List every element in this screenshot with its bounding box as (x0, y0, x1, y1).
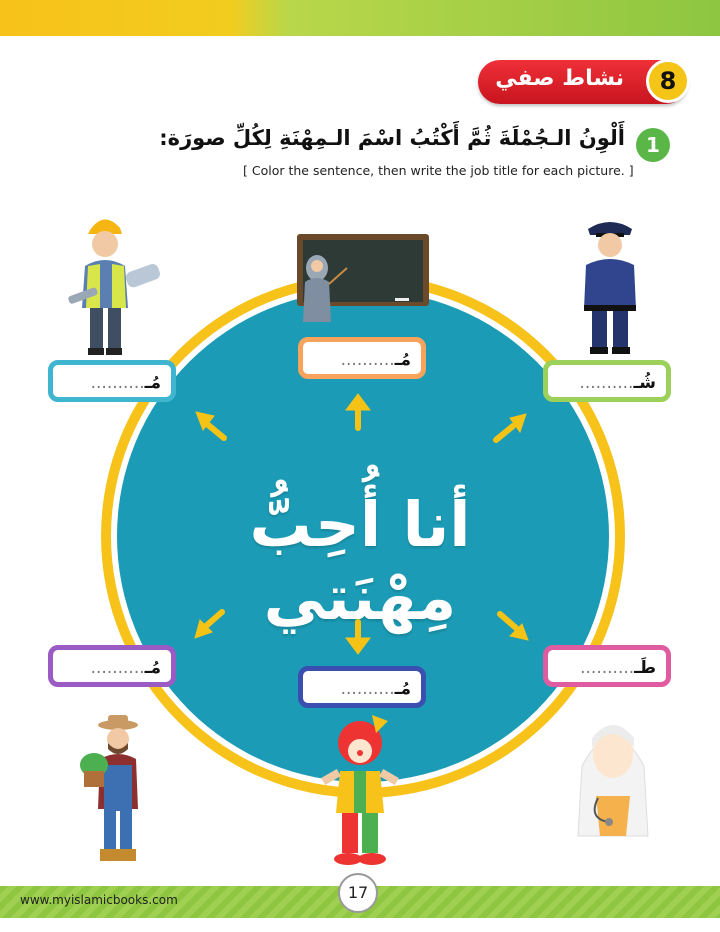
footer-url[interactable]: www.myislamicbooks.com (20, 893, 178, 907)
answer-box-doctor[interactable] (543, 645, 671, 687)
instruction-english: [ Color the sentence, then write the job title for each picture. ] (243, 163, 634, 178)
box-prefix: شُـ (633, 373, 656, 393)
arrow-down-left-icon (195, 612, 222, 638)
page-number: 17 (338, 873, 378, 913)
slogan-text: أنا أُحِبُّ مِهْنَتي (249, 488, 471, 634)
box-dots: .......... (580, 658, 635, 678)
exercise-number-badge: 1 (636, 128, 670, 162)
box-dots: .......... (340, 350, 395, 370)
police-officer-icon (570, 205, 650, 357)
clown-icon (318, 713, 402, 869)
doctor-icon (568, 708, 658, 840)
answer-box-farmer[interactable] (48, 645, 176, 687)
box-dots: .......... (90, 373, 145, 393)
box-prefix: طَـ (634, 658, 656, 678)
box-prefix: مُـ (144, 658, 161, 678)
box-dots: .......... (340, 679, 395, 699)
lesson-title: نشاط صفي (495, 66, 624, 91)
arrow-up-icon (346, 394, 370, 428)
arrow-up-right-icon (496, 414, 526, 440)
arrow-down-right-icon (500, 614, 528, 640)
box-dots: .......... (90, 658, 145, 678)
instruction-arabic: أَلْوِنُ الـجُمْلَةَ ثُمَّ أَكْتُبُ اسْمَ الـمِهْنَةِ لِكُلِّ صورَة: (159, 126, 625, 150)
box-prefix: مُـ (394, 350, 411, 370)
arrow-down-icon (346, 622, 370, 654)
answer-box-clown[interactable] (298, 666, 426, 708)
teacher-icon (295, 232, 431, 324)
answer-box-teacher[interactable] (298, 337, 426, 379)
lesson-number-badge: 8 (646, 59, 690, 103)
arrow-up-left-icon (196, 412, 224, 438)
box-prefix: مُـ (394, 679, 411, 699)
answer-box-engineer[interactable] (48, 360, 176, 402)
answer-box-police[interactable] (543, 360, 671, 402)
farmer-icon (76, 713, 156, 865)
box-dots: .......... (579, 373, 634, 393)
box-prefix: مُـ (144, 373, 161, 393)
engineer-icon (60, 208, 164, 358)
